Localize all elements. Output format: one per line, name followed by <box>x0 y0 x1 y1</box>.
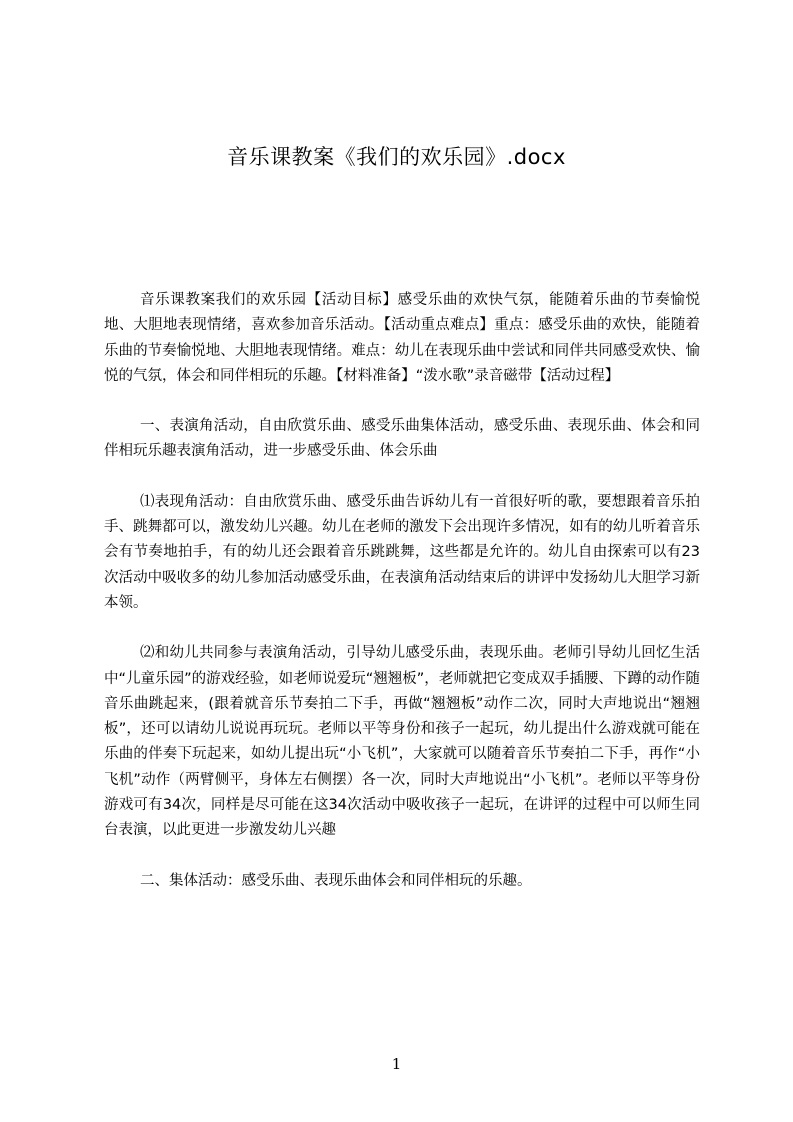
document-title: 音乐课教案《我们的欢乐园》.docx <box>227 145 566 169</box>
paragraph-section-one: 一、表演角活动，自由欣赏乐曲、感受乐曲集体活动，感受乐曲、表现乐曲、体会和同伴相玩乐趣表演角活动，进一步感受乐曲、体会乐曲 <box>104 418 700 460</box>
paragraph-section-two: 二、集体活动：感受乐曲、表现乐曲体会和同伴相玩的乐趣。 <box>140 872 532 889</box>
document-body <box>104 288 700 919</box>
paragraph-step-one: ⑴表现角活动：自由欣赏乐曲、感受乐曲告诉幼儿有一首很好听的歌，要想跟着音乐拍手、跳舞都可以，激发幼儿兴趣。幼儿在老师的激发下会出现许多情况，如有的幼儿听着音乐会有节奏地拍手，有的幼儿还会跟着音乐跳跳舞，这些都是允许的。幼儿自由探索可以有23次活动中吸收多的幼儿参加活动感受乐曲，在表演角活动结束后的讲评中发扬幼儿大胆学习新本领。 <box>104 493 700 611</box>
page-number: 1 <box>391 1055 402 1073</box>
paragraph-step-two: ⑵和幼儿共同参与表演角活动，引导幼儿感受乐曲，表现乐曲。老师引导幼儿回忆生活中“儿童乐园”的游戏经验，如老师说爱玩“翘翘板”，老师就把它变成双手插腰、下蹲的动作随音乐曲跳起来，(跟着就音乐节奏拍二下手，再做“翘翘板”动作二次，同时大声地说出“翘翘板”，还可以请幼儿说说再玩玩。老师以平等身份和孩子一起玩，幼儿提出什么游戏就可能在乐曲的伴奏下玩起来，如幼儿提出玩“小飞机”，大家就可以随着音乐节奏拍二下手，再作“小飞机”动作（两臂侧平，身体左右侧摆）各一次，同时大声地说出“小飞机”。老师以平等身份游戏可有34次，同样是尽可能在这34次活动中吸收孩子一起玩，在讲评的过程中可以师生同台表演，以此更进一步激发幼儿兴趣 <box>104 645 700 839</box>
paragraph-intro: 音乐课教案我们的欢乐园【活动目标】感受乐曲的欢快气氛，能随着乐曲的节奏愉悦地、大胆地表现情绪，喜欢参加音乐活动。【活动重点难点】重点：感受乐曲的欢快，能随着乐曲的节奏愉悦地、大胆地表现情绪。难点：幼儿在表现乐曲中尝试和同伴共同感受欢快、愉悦的气氛，体会和同伴相玩的乐趣。【材料准备】“泼水歌”录音磁带【活动过程】 <box>104 292 700 384</box>
